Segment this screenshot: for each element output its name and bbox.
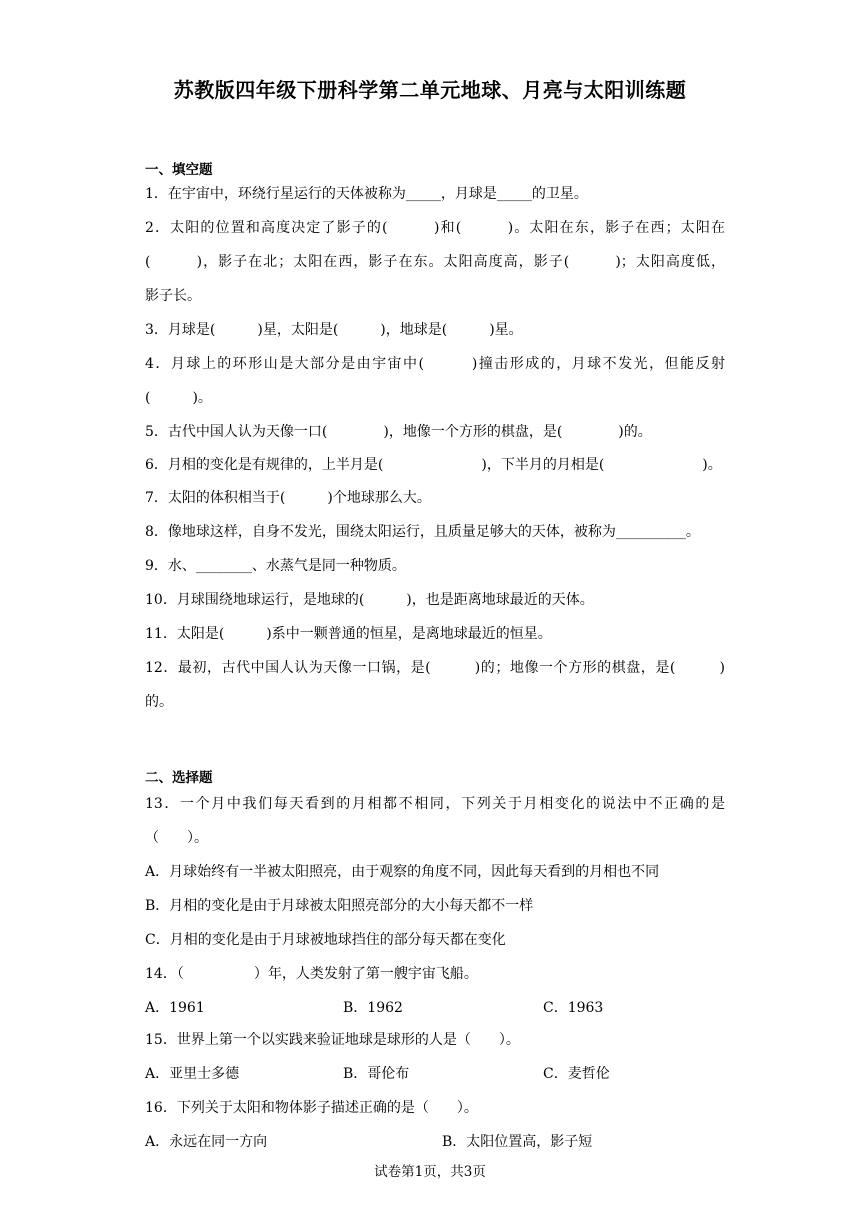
question-line: 10．月球围绕地球运行，是地球的( )，也是距离地球最近的天体。 [145,592,594,608]
question-15-option-b: B．哥伦布 [343,1066,410,1082]
question-line: 的。 [145,694,173,710]
question-13-option-a: A．月球始终有一半被太阳照亮，由于观察的角度不同，因此每天看到的月相也不同 [145,864,660,880]
question-line: 12．最初，古代中国人认为天像一口锅，是( )的；地像一个方形的棋盘，是( ) [145,660,725,676]
question-14-stem: 14．（ ）年，人类发射了第一艘宇宙飞船。 [145,966,478,982]
question-14-option-a: A．1961 [145,1000,205,1016]
question-line: 5．古代中国人认为天像一口( )，地像一个方形的棋盘，是( )的。 [145,424,652,440]
question-16-option-b: B．太阳位置高，影子短 [442,1134,593,1150]
question-line: ( )。 [145,390,212,406]
question-14-option-c: C．1963 [543,1000,604,1016]
question-13-stem-cont: （ ）。 [145,830,208,846]
question-15-option-c: C．麦哲伦 [543,1066,610,1082]
question-15-option-a: A．亚里士多德 [145,1066,240,1082]
question-line: 11．太阳是( )系中一颗普通的恒星，是离地球最近的恒星。 [145,626,552,642]
question-line: 7．太阳的体积相当于( )个地球那么大。 [145,490,431,506]
question-line: 3．月球是( )星，太阳是( )，地球是( )星。 [145,322,523,338]
question-line: 影子长。 [145,288,201,304]
question-15-stem: 15．世界上第一个以实践来验证地球是球形的人是（ ）。 [145,1032,520,1048]
question-14-option-b: B．1962 [343,1000,403,1016]
question-13-option-b: B．月相的变化是由于月球被太阳照亮部分的大小每天都不一样 [145,898,534,914]
question-line: 9．水、________、水蒸气是同一种物质。 [145,558,406,574]
question-16-option-a: A．永远在同一方向 [145,1134,268,1150]
question-line: 8．像地球这样，自身不发光，围绕太阳运行，且质量足够大的天体，被称为__________。 [145,524,700,540]
question-line: 4．月球上的环形山是大部分是由宇宙中( )撞击形成的，月球不发光，但能反射 [145,356,725,372]
page-footer: 试卷第1页，共3页 [374,1164,486,1180]
section-heading-choice: 二、选择题 [145,770,213,786]
question-13-option-c: C．月相的变化是由于月球被地球挡住的部分每天都在变化 [145,932,506,948]
question-line: 6．月相的变化是有规律的，上半月是( )，下半月的月相是( )。 [145,457,722,473]
question-line: ( )，影子在北；太阳在西，影子在东。太阳高度高，影子( )；太阳高度低， [145,254,725,270]
question-line: 1．在宇宙中，环绕行星运行的天体被称为_____，月球是_____的卫星。 [145,186,588,202]
page-title: 苏教版四年级下册科学第二单元地球、月亮与太阳训练题 [173,78,687,102]
question-16-stem: 16．下列关于太阳和物体影子描述正确的是（ ）。 [145,1100,478,1116]
section-heading-fill-in: 一、填空题 [145,162,213,178]
question-line: 2．太阳的位置和高度决定了影子的( )和( )。太阳在东，影子在西；太阳在 [145,220,725,236]
question-13-stem: 13．一个月中我们每天看到的月相都不相同，下列关于月相变化的说法中不正确的是 [145,796,725,812]
